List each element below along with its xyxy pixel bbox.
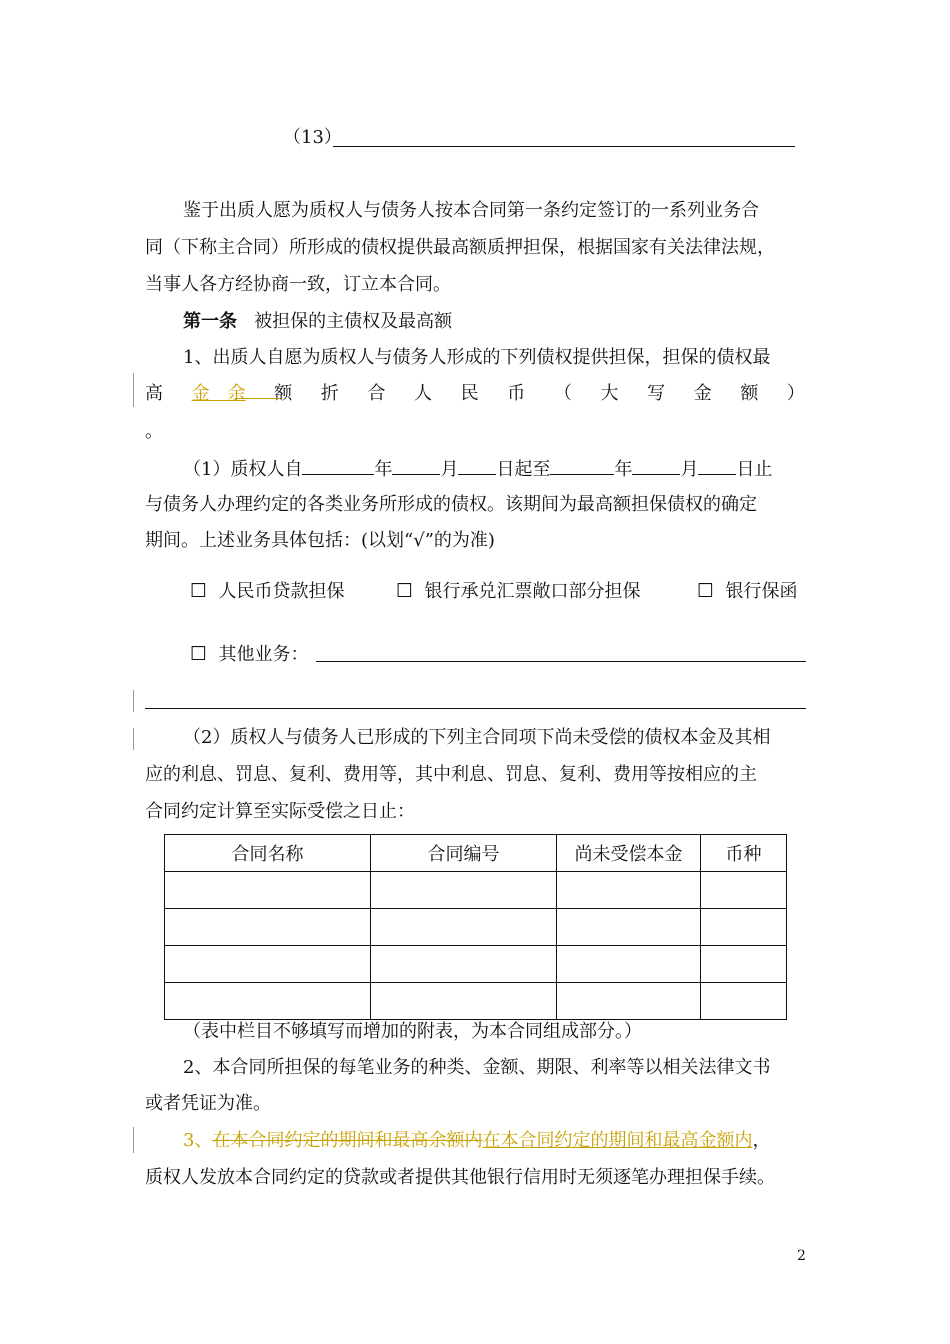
table-cell[interactable] xyxy=(371,946,557,983)
other-business-blank[interactable] xyxy=(316,661,806,662)
table-cell[interactable] xyxy=(557,909,701,946)
char: 金 xyxy=(693,383,712,404)
char: 额 xyxy=(740,383,759,404)
checkbox-icon[interactable]: ☐ xyxy=(190,643,208,665)
page-number: 2 xyxy=(797,1248,806,1264)
header-unpaid-principal: 尚未受偿本金 xyxy=(557,835,701,872)
char: 高 xyxy=(145,383,163,404)
clause-3-prefix: 3、 xyxy=(183,1130,213,1151)
checkbox-icon[interactable]: ☐ xyxy=(396,580,414,602)
table-header-row xyxy=(165,835,787,872)
checkbox-other[interactable] xyxy=(190,636,309,672)
intro-line-3: 当事人各方经协商一致，订立本合同。 xyxy=(145,274,451,295)
checkbox-label: 银行承兑汇票敞口部分担保 xyxy=(424,581,641,602)
checkbox-icon[interactable]: ☐ xyxy=(697,580,715,602)
checkbox-icon[interactable]: ☐ xyxy=(190,580,208,602)
sub-1-line-1 xyxy=(183,450,772,486)
char: 额 xyxy=(274,383,293,404)
table-cell[interactable] xyxy=(557,946,701,983)
header-contract-name: 合同名称 xyxy=(165,835,371,872)
char: 民 xyxy=(460,383,479,404)
to-year-blank[interactable] xyxy=(550,450,614,475)
revision-bar xyxy=(133,728,134,750)
year-label: 年 xyxy=(614,459,633,480)
clause-1-line-1: 1、出质人自愿为质权人与债务人形成的下列债权提供担保，担保的债权最 xyxy=(183,347,771,368)
article-title: 被担保的主债权及最高额 xyxy=(254,311,453,332)
article-1-heading xyxy=(183,304,452,340)
article-number: 第一条 xyxy=(183,311,237,332)
to-day-blank[interactable] xyxy=(698,450,736,475)
table-cell[interactable] xyxy=(165,872,371,909)
table-row xyxy=(165,909,787,946)
char: 合 xyxy=(367,383,386,404)
char: （ xyxy=(553,383,572,404)
month-label: 月 xyxy=(680,459,699,480)
table-cell[interactable] xyxy=(165,909,371,946)
item-13-label: （13） xyxy=(283,127,342,148)
table-cell[interactable] xyxy=(371,872,557,909)
sub-1-line-2: 与债务人办理约定的各类业务所形成的债权。该期间为最高额担保债权的确定 xyxy=(145,494,757,515)
table-cell[interactable] xyxy=(701,872,787,909)
item-13-blank[interactable] xyxy=(333,146,795,147)
char: 币 xyxy=(507,383,526,404)
year-label: 年 xyxy=(374,459,393,480)
intro-line-1: 鉴于出质人愿为质权人与债务人按本合同第一条约定签订的一系列业务合 xyxy=(183,200,759,221)
clause-1-line-3: 。 xyxy=(145,421,163,442)
clause-2-line-2: 或者凭证为准。 xyxy=(145,1093,271,1114)
char: ） xyxy=(786,383,805,404)
contract-table xyxy=(164,834,787,1020)
char: 写 xyxy=(647,383,666,404)
revision-bar xyxy=(133,373,134,407)
clause-3-line-1 xyxy=(183,1123,770,1159)
sub-1-open: （1）质权人自 xyxy=(183,459,303,480)
from-month-blank[interactable] xyxy=(392,450,440,475)
revised-amount-text: 金 余 xyxy=(191,383,246,404)
clause-3-suffix: ， xyxy=(752,1130,771,1151)
from-year-blank[interactable] xyxy=(302,450,374,475)
table-row xyxy=(165,946,787,983)
table-cell[interactable] xyxy=(557,872,701,909)
sub-1-line-3: 期间。上述业务具体包括：(以划“√”的为准) xyxy=(145,530,495,551)
table-cell[interactable] xyxy=(701,909,787,946)
checkbox-rmb-loan[interactable] xyxy=(190,573,345,609)
char: 人 xyxy=(414,383,433,404)
day-to-label: 日止 xyxy=(736,459,773,480)
clause-2-line-1: 2、本合同所担保的每笔业务的种类、金额、期限、利率等以相关法律文书 xyxy=(183,1057,771,1078)
sub-2-line-3: 合同约定计算至实际受偿之日止： xyxy=(145,801,415,822)
table-cell[interactable] xyxy=(165,946,371,983)
day-from-label: 日起至 xyxy=(496,459,551,480)
table-row xyxy=(165,872,787,909)
to-month-blank[interactable] xyxy=(632,450,680,475)
sub-2-line-1: （2）质权人与债务人已形成的下列主合同项下尚未受偿的债权本金及其相 xyxy=(183,727,771,748)
from-day-blank[interactable] xyxy=(458,450,496,475)
table-cell[interactable] xyxy=(701,983,787,1020)
other-business-blank-2[interactable] xyxy=(145,708,806,709)
header-contract-number: 合同编号 xyxy=(371,835,557,872)
table-note: （表中栏目不够填写而增加的附表，为本合同组成部分。） xyxy=(183,1021,642,1042)
checkbox-acceptance-bill[interactable] xyxy=(396,573,641,609)
deleted-text: 在本合同约定的期间和最高余额内 xyxy=(212,1130,483,1151)
table-cell[interactable] xyxy=(371,909,557,946)
char: 大 xyxy=(600,383,619,404)
char: 折 xyxy=(320,383,339,404)
inserted-text: 在本合同约定的期间和最高金额内 xyxy=(482,1130,753,1151)
checkbox-label: 银行保函 xyxy=(725,581,798,602)
header-currency: 币种 xyxy=(701,835,787,872)
sub-2-line-2: 应的利息、罚息、复利、费用等，其中利息、罚息、复利、费用等按相应的主 xyxy=(145,764,757,785)
checkbox-label: 其他业务： xyxy=(218,644,309,665)
revision-strike xyxy=(235,398,280,399)
revision-bar xyxy=(133,1127,134,1153)
month-label: 月 xyxy=(440,459,459,480)
clause-1-line-2 xyxy=(145,376,805,412)
clause-3-line-2: 质权人发放本合同约定的贷款或者提供其他银行信用时无须逐笔办理担保手续。 xyxy=(145,1167,775,1188)
table-cell[interactable] xyxy=(701,946,787,983)
checkbox-bank-guarantee[interactable] xyxy=(697,573,798,609)
intro-line-2: 同（下称主合同）所形成的债权提供最高额质押担保，根据国家有关法律法规， xyxy=(145,237,775,258)
checkbox-label: 人民币贷款担保 xyxy=(218,581,345,602)
revision-bar xyxy=(133,690,134,712)
